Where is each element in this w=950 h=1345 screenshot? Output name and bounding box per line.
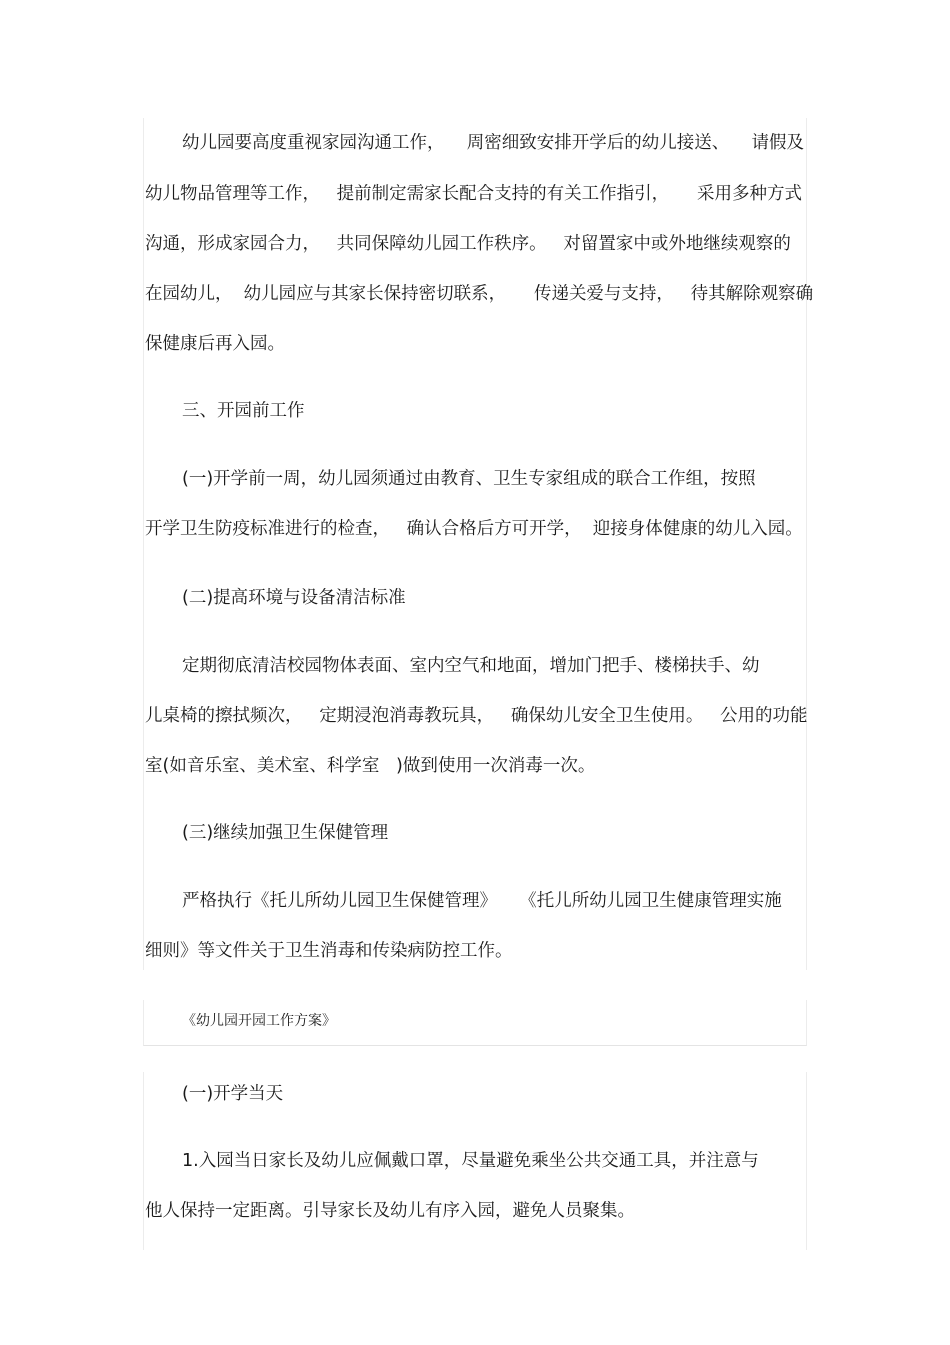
subsection-heading: (三)继续加强卫生保健管理 — [182, 823, 389, 843]
paragraph-line: 定期彻底清洁校园物体表面、室内空气和地面，增加门把手、楼梯扶手、幼 — [182, 656, 760, 676]
paragraph-line: 幼儿物品管理等工作， 提前制定需家长配合支持的有关工作指引， 采用多种方式 — [145, 184, 802, 204]
paragraph-line: 保健康后再入园。 — [145, 334, 285, 354]
paragraph-line: 儿桌椅的擦拭频次， 定期浸泡消毒教玩具， 确保幼儿安全卫生使用。 公用的功能 — [145, 706, 808, 726]
paragraph-line: 幼儿园要高度重视家园沟通工作， 周密细致安排开学后的幼儿接送、 请假及 — [182, 133, 804, 153]
paragraph-line: 1.入园当日家长及幼儿应佩戴口罩，尽量避免乘坐公共交通工具，并注意与 — [182, 1151, 759, 1171]
paragraph-line: 室(如音乐室、美术室、科学室 )做到使用一次消毒一次。 — [145, 756, 596, 776]
paragraph-line: 在园幼儿， 幼儿园应与其家长保持密切联系， 传递关爱与支持， 待其解除观察确 — [145, 284, 814, 304]
section-heading: 三、开园前工作 — [182, 401, 305, 421]
subsection-heading: (二)提高环境与设备清洁标准 — [182, 588, 406, 608]
paragraph-line: 细则》等文件关于卫生消毒和传染病防控工作。 — [145, 941, 513, 961]
paragraph-line: (一)开学前一周，幼儿园须通过由教育、卫生专家组成的联合工作组，按照 — [182, 469, 756, 489]
paragraph-line: 沟通，形成家园合力， 共同保障幼儿园工作秩序。 对留置家中或外地继续观察的 — [145, 234, 791, 254]
paragraph-line: 严格执行《托儿所幼儿园卫生保健管理》 《托儿所幼儿园卫生健康管理实施 — [182, 891, 782, 911]
paragraph-line: 他人保持一定距离。引导家长及幼儿有序入园，避免人员聚集。 — [145, 1201, 635, 1221]
subsection-heading: (一)开学当天 — [182, 1084, 284, 1104]
document-title: 《幼儿园开园工作方案》 — [182, 1013, 336, 1029]
paragraph-line: 开学卫生防疫标准进行的检查， 确认合格后方可开学， 迎接身体健康的幼儿入园。 — [145, 519, 803, 539]
